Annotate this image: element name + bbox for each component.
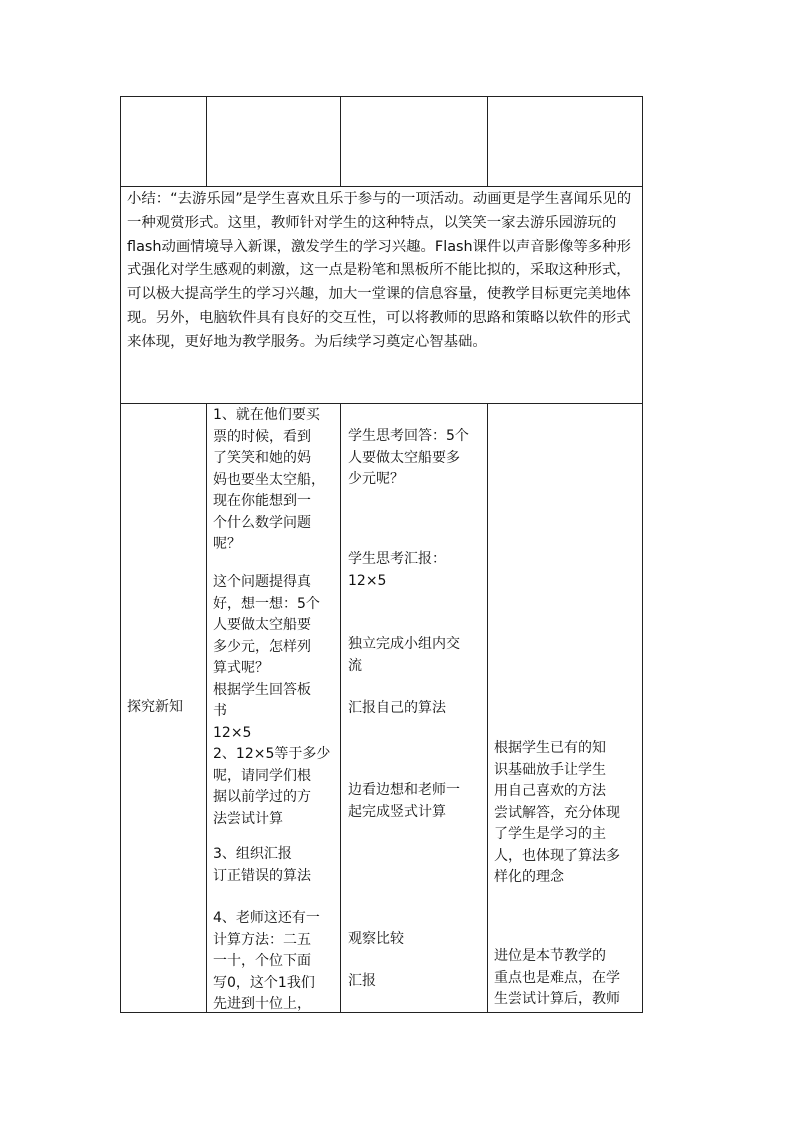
student-activity-7: 汇报 bbox=[348, 973, 376, 989]
table-border-top bbox=[120, 96, 643, 97]
student-activity-4: 汇报自己的算法 bbox=[348, 700, 446, 716]
row-divider bbox=[120, 403, 643, 404]
design-intent-2: 进位是本节教学的 重点也是难点，在学 生尝试计算后，教师 bbox=[494, 948, 620, 1007]
column-divider bbox=[487, 403, 488, 1013]
student-activity-6: 观察比较 bbox=[348, 931, 404, 947]
teacher-step-3: 3、组织汇报 订正错误的算法 bbox=[213, 846, 311, 884]
table-border-bottom bbox=[120, 1012, 643, 1013]
student-activity-2: 学生思考汇报： 12×5 bbox=[348, 551, 446, 589]
student-activity-3: 独立完成小组内交 流 bbox=[348, 636, 460, 674]
row-divider bbox=[120, 186, 643, 187]
column-divider bbox=[206, 96, 207, 186]
table-border-right bbox=[642, 96, 643, 1013]
section-label: 探究新知 bbox=[127, 699, 183, 715]
student-activity-1: 学生思考回答：5个 人要做太空船要多 少元呢？ bbox=[348, 428, 469, 487]
student-activity-5: 边看边想和老师一 起完成竖式计算 bbox=[348, 782, 460, 820]
teacher-step-4: 4、老师这还有一 计算方法：二五 一十，个位下面 写0，这个1我们 先进到十位上， bbox=[213, 910, 320, 1012]
teacher-step-1: 1、就在他们要买 票的时候，看到 了笑笑和她的妈 妈也要坐太空船， 现在你能想到一 个什么数学问题 呢？ bbox=[213, 407, 325, 552]
table-border-left bbox=[120, 96, 121, 1013]
summary-paragraph: 小结：“去游乐园”是学生喜欢且乐于参与的一项活动。动画更是学生喜闻乐见的一种观赏形式。这里，教师针对学生的这种特点，以笑笑一家去游乐园游玩的 flash动画情境导入新课，激发学生的学习兴趣。Flash课件以声音影像等多种形式强化对学生感观的刺激，这一点是粉笔和黑板所不能比拟的，采取这种形式，可以极大提高学生的学习兴趣，加大一堂课的信息容量，使教学目标更完美地体现。另外，电脑软件具有良好的交互性，可以将教师的思路和策略以软件的形式来体现，更好地为教学服务。为后续学习奠定心智基础。 bbox=[127, 191, 632, 350]
design-intent-1: 根据学生已有的知 识基础放手让学生 用自己喜欢的方法 尝试解答，充分体现 了学生是学习的主 人，也体现了算法多 样化的理念 bbox=[494, 740, 620, 885]
column-divider bbox=[487, 96, 488, 186]
teacher-step-2: 这个问题提得真 好，想一想：5个 人要做太空船要 多少元，怎样列 算式呢？ 根据学生回答板 书 12×5 2、12×5等于多少 呢，请同学们根 据以前学过的方 法尝试计算 bbox=[213, 574, 331, 827]
column-divider bbox=[340, 403, 341, 1013]
column-divider bbox=[206, 403, 207, 1013]
column-divider bbox=[340, 96, 341, 186]
